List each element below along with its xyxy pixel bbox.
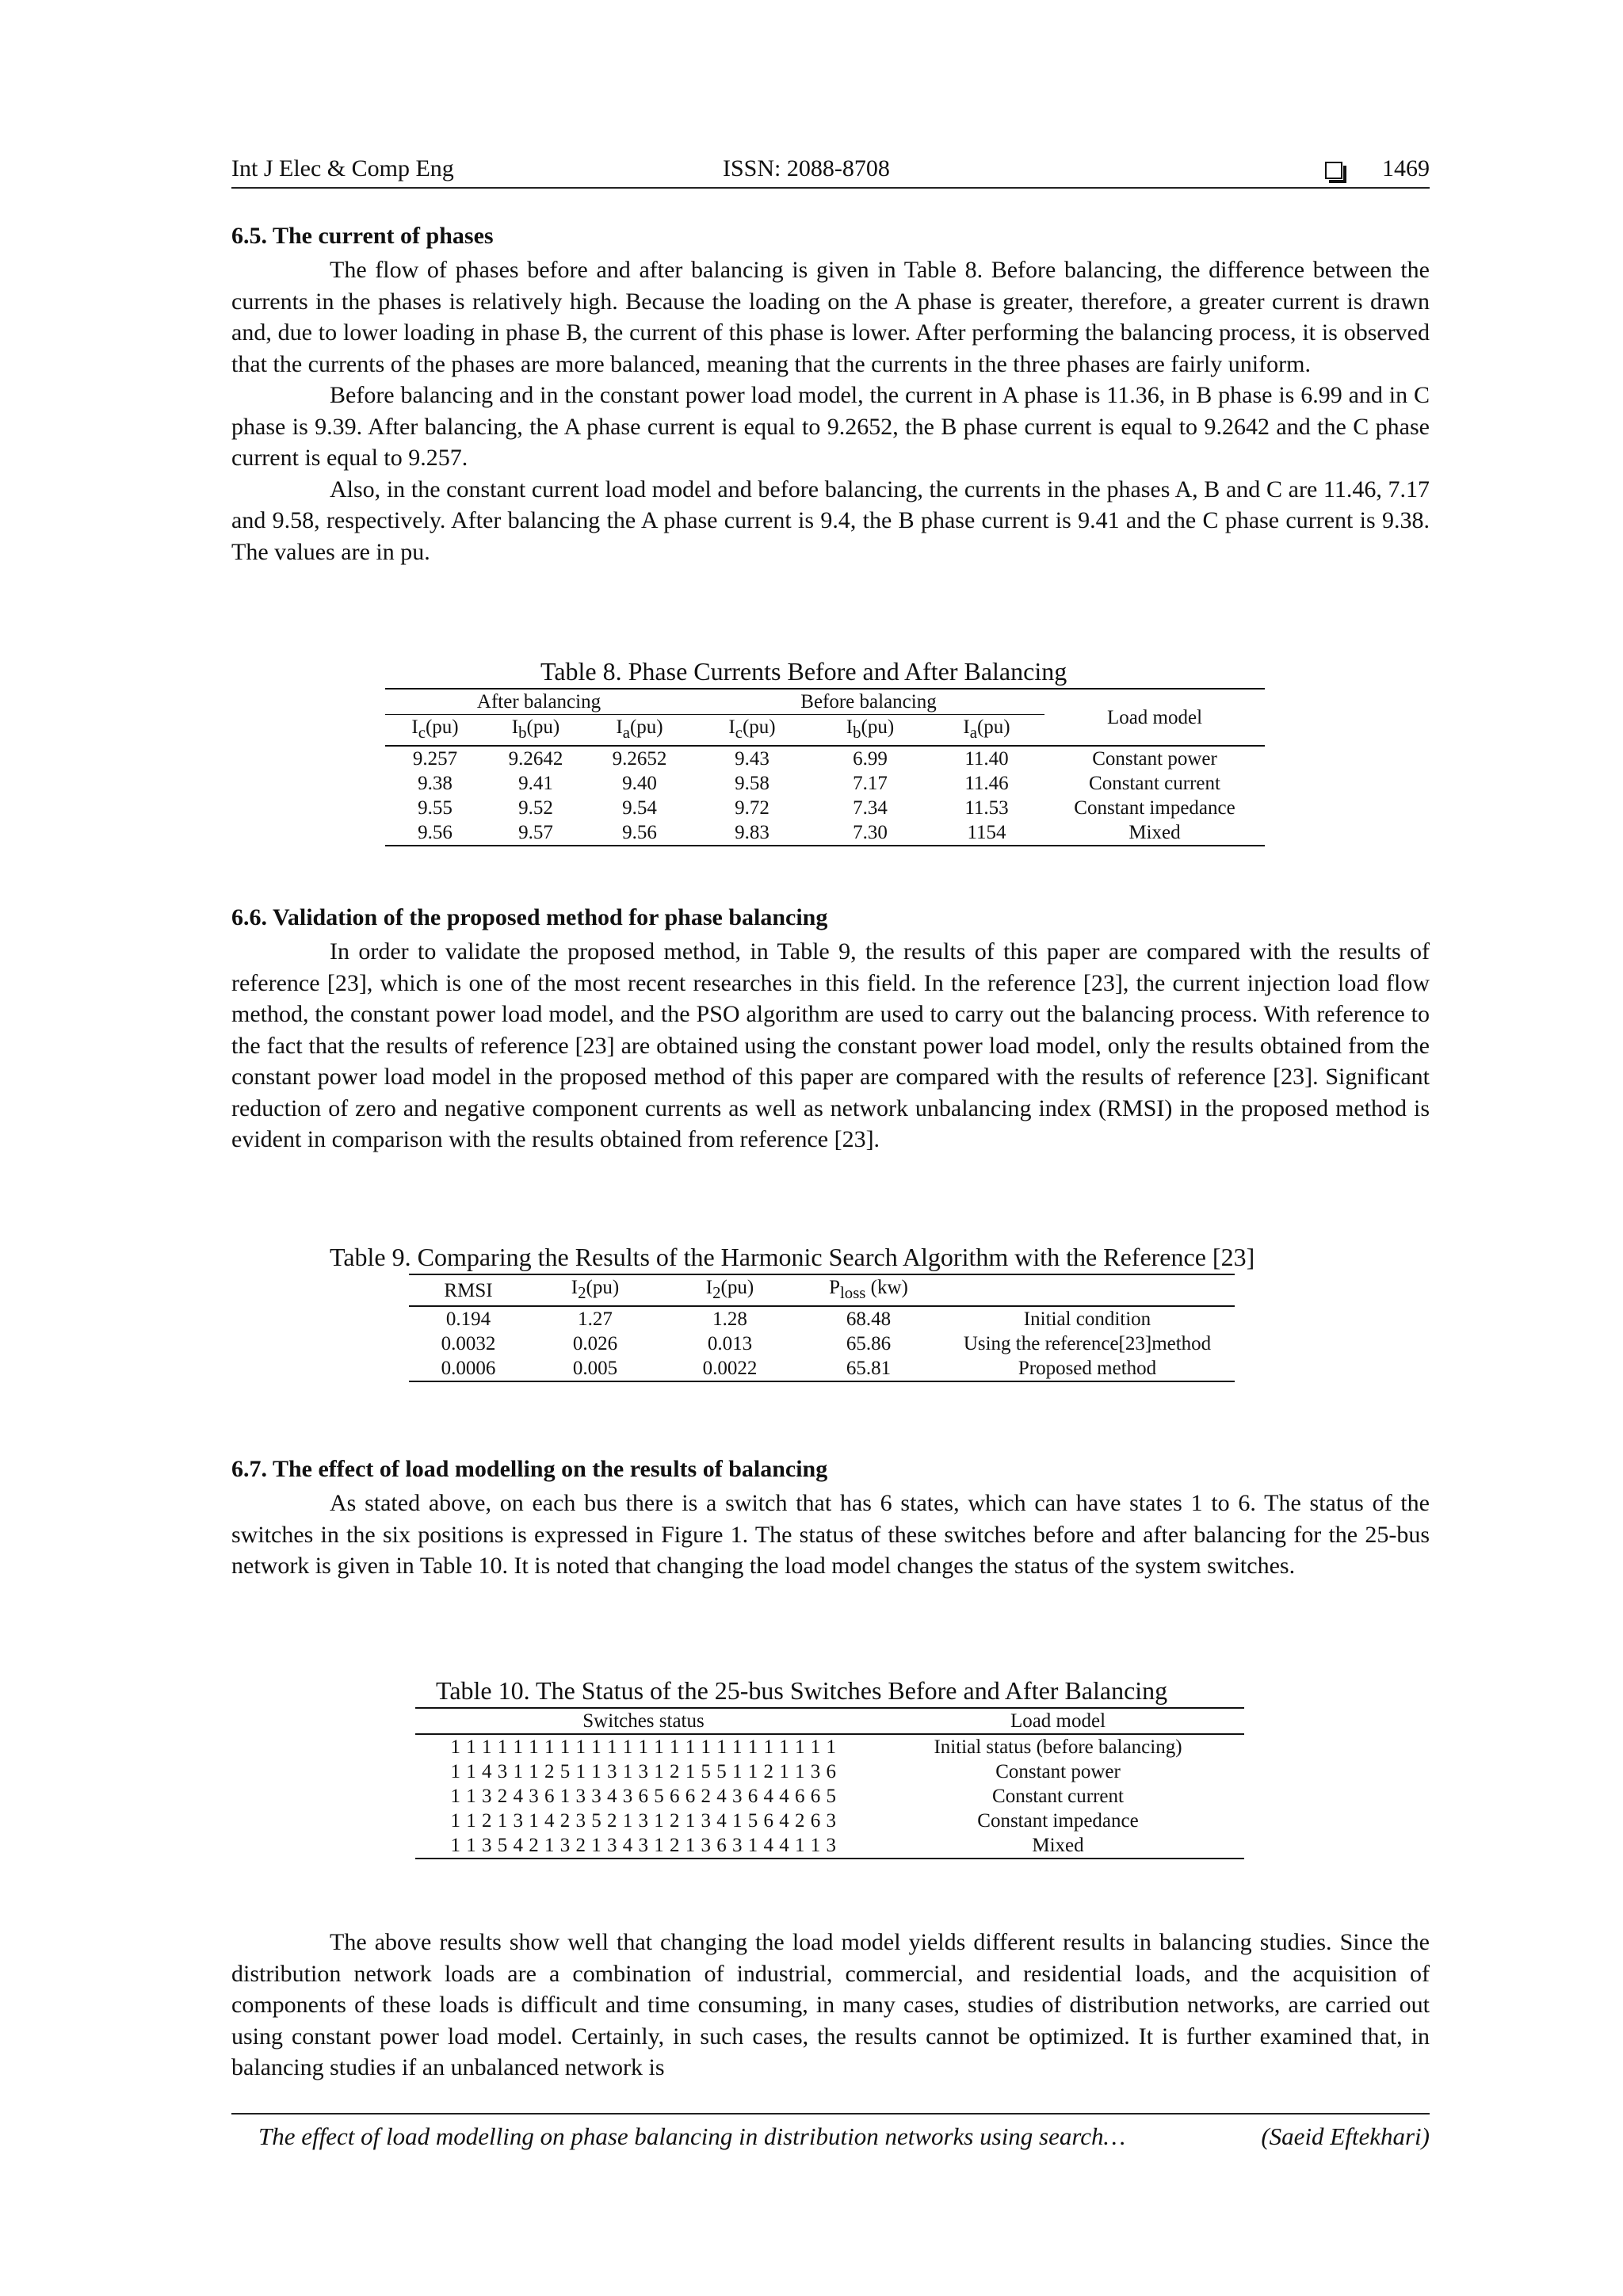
- table-9-caption: Table 9. Comparing the Results of the Harmonic Search Algorithm with the Reference [23]: [330, 1243, 1255, 1271]
- table-cell: Mixed: [872, 1833, 1244, 1859]
- table-row: [415, 1759, 1244, 1784]
- table-8-col-ib-after: $I_b(pu)$: [485, 715, 586, 747]
- footer-author: (Saeid Eftekhari): [1261, 2122, 1430, 2150]
- section-heading-6-7: 6.7. The effect of load modelling on the results of balancing: [231, 1456, 828, 1482]
- table-cell: Using the reference[23]method: [963, 1333, 1212, 1354]
- table-row: [385, 796, 1265, 820]
- table-row: [409, 1331, 1235, 1356]
- table-cell: Constant impedance: [1074, 797, 1235, 819]
- table-cell: Constant power: [995, 1761, 1121, 1782]
- table-8-group-before: Before balancing: [693, 689, 1044, 715]
- table-cell: 0.0022: [663, 1356, 797, 1381]
- table-cell: Constant current: [992, 1786, 1124, 1807]
- paragraph: Before balancing and in the constant power load model, the current in A phase is 11.36, in B phase is 6.99 and in C phase is 9.39. After balancing, the A phase current is equal to 9.2652, the B phase current is equal to 9.2642 and the C phase current is equal to 9.257.: [231, 382, 1430, 471]
- table-row: [385, 820, 1265, 846]
- section-heading-6-6: 6.6. Validation of the proposed method for phase balancing: [231, 904, 828, 930]
- table-10-caption: Table 10. The Status of the 25-bus Switches Before and After Balancing: [436, 1676, 1168, 1705]
- table-cell: Constant impedance: [977, 1810, 1139, 1832]
- table-row: [385, 771, 1265, 796]
- table-8-group-after: After balancing: [385, 689, 693, 715]
- table-row: [415, 1833, 1244, 1859]
- table-10-col-switches: Switches status: [415, 1708, 872, 1734]
- paragraph: The flow of phases before and after balancing is given in Table 8. Before balancing, the difference between the currents in the phases is relatively high. Because the loading on the A phase is greater, therefore, a greater current is drawn and, due to lower loading in phase B, the current of this phase is lower. After performing the balancing process, it is observed that the currents of the phases are more balanced, meaning that the currents in the three phases are fairly uniform.: [231, 257, 1430, 377]
- table-cell: 11.46: [964, 773, 1009, 794]
- table-cell: 6.99: [853, 748, 888, 770]
- table-8-col-ib-before: $I_b(pu)$: [812, 715, 929, 747]
- running-footer: [231, 2113, 1430, 2150]
- paragraph: The above results show well that changing the load model yields different results in balancing studies. Since the distribution network loads are a combination of industrial, commercial, and residential loads, and the acquisition of components of these loads is difficult and time consuming, in many cases, studies of distribution networks, are carried out using constant power load model. Certainly, in such cases, the results cannot be optimized. It is further examined that, in balancing studies if an unbalanced network is: [231, 1929, 1430, 2080]
- table-cell: 9.54: [622, 797, 657, 819]
- table-cell: 1.28: [712, 1308, 747, 1330]
- table-cell: 1 1 4 3 1 1 2 5 1 1 3 1 3 1 2 1 5 5 1 1 2 1 1 3 6: [450, 1761, 837, 1782]
- table-row: [415, 1809, 1244, 1833]
- page-number: 1469: [1382, 155, 1430, 181]
- table-8-caption: Table 8. Phase Currents Before and After Balancing: [540, 657, 1067, 686]
- table-cell: 9.40: [622, 773, 657, 794]
- table-cell: 9.58: [735, 773, 769, 794]
- table-9-col-i2-b: $I_2(pu)$: [663, 1274, 797, 1306]
- table-cell: Initial condition: [1023, 1308, 1151, 1330]
- table-cell: 65.81: [797, 1356, 940, 1381]
- closing-body: [231, 1927, 1430, 2084]
- table-cell: Proposed method: [940, 1356, 1235, 1381]
- table-cell: 9.56: [385, 820, 485, 846]
- table-cell: 9.72: [735, 797, 769, 819]
- section-heading-6-5: 6.5. The current of phases: [231, 223, 494, 249]
- table-cell: 9.55: [418, 797, 453, 819]
- paragraph: As stated above, on each bus there is a switch that has 6 states, which can have states 1 to 6. The status of the switches in the six positions is expressed in Figure 1. The status of these switches before and after balancing for the 25-bus network is given in Table 10. It is noted that changing the load model changes the status of the system switches.: [231, 1490, 1430, 1579]
- table-cell: 1 1 2 1 3 1 4 2 3 5 2 1 3 1 2 1 3 4 1 5 6 4 2 6 3: [450, 1810, 837, 1832]
- table-8-col-ia-after: $I_a(pu)$: [586, 715, 693, 747]
- table-cell: Constant current: [1089, 773, 1220, 794]
- table-cell: 0.005: [528, 1356, 663, 1381]
- table-cell: 65.86: [846, 1333, 892, 1354]
- table-cell: 9.257: [412, 748, 458, 770]
- table-9-col-method: [940, 1274, 1235, 1306]
- issn: ISSN: 2088-8708: [723, 155, 890, 181]
- table-cell: 9.43: [735, 748, 769, 770]
- table-cell: 1 1 1 1 1 1 1 1 1 1 1 1 1 1 1 1 1 1 1 1 1 1 1 1 1: [450, 1736, 837, 1758]
- table-cell: 7.30: [812, 820, 929, 846]
- table-row: [409, 1356, 1235, 1381]
- table-cell: 9.56: [586, 820, 693, 846]
- table-cell: Initial status (before balancing): [934, 1736, 1182, 1758]
- table-10-col-load-model: Load model: [872, 1708, 1244, 1734]
- running-header: [231, 155, 1430, 189]
- table-8-col-ia-before: $I_a(pu)$: [929, 715, 1044, 747]
- table-cell: 1154: [929, 820, 1044, 846]
- table-cell: 0.194: [445, 1308, 491, 1330]
- table-cell: 9.83: [693, 820, 812, 846]
- square-bullet-icon: [1325, 162, 1342, 179]
- table-9-col-i2-a: $I_2(pu)$: [528, 1274, 663, 1306]
- table-row: [385, 746, 1265, 771]
- footer-title: The effect of load modelling on phase balancing in distribution networks using search…: [258, 2122, 1126, 2150]
- table-9: [409, 1274, 1235, 1382]
- table-cell: 0.0006: [409, 1356, 528, 1381]
- table-8-col-load-model: Load model: [1044, 689, 1265, 746]
- table-cell: 68.48: [846, 1308, 892, 1330]
- table-cell: 9.38: [418, 773, 453, 794]
- paragraph: Also, in the constant current load model and before balancing, the currents in the phases A, B and C are 11.46, 7.17 and 9.58, respectively. After balancing the A phase current is 9.4, the B phase current is 9.41 and the C phase current is 9.38. The values are in pu.: [231, 476, 1430, 565]
- section-6-5-body: [231, 254, 1430, 567]
- table-cell: Mixed: [1044, 820, 1265, 846]
- table-cell: 0.0032: [441, 1333, 496, 1354]
- table-10: [415, 1707, 1244, 1859]
- table-9-col-ploss: $P_{loss}$ (kw): [797, 1274, 940, 1306]
- table-cell: 9.2642: [508, 748, 563, 770]
- table-cell: 0.013: [707, 1333, 753, 1354]
- table-9-col-rmsi: RMSI: [409, 1274, 528, 1306]
- table-cell: 1 1 3 5 4 2 1 3 2 1 3 4 3 1 2 1 3 6 3 1 4 4 1 1 3: [415, 1833, 872, 1859]
- section-6-7-body: [231, 1488, 1430, 1582]
- table-cell: 1.27: [578, 1308, 613, 1330]
- table-row: [409, 1306, 1235, 1331]
- journal-name: Int J Elec & Comp Eng: [231, 155, 454, 181]
- table-cell: 11.53: [964, 797, 1009, 819]
- table-8-col-ic-before: $I_c(pu)$: [693, 715, 812, 747]
- table-cell: Constant power: [1092, 748, 1217, 770]
- table-cell: 9.52: [518, 797, 553, 819]
- table-row: [415, 1784, 1244, 1809]
- table-cell: 1 1 3 2 4 3 6 1 3 3 4 3 6 5 6 6 2 4 3 6 4 4 6 6 5: [450, 1786, 837, 1807]
- table-8: [385, 688, 1265, 846]
- table-cell: 7.34: [853, 797, 888, 819]
- table-cell: 0.026: [572, 1333, 618, 1354]
- table-cell: 9.41: [518, 773, 553, 794]
- table-row: [415, 1734, 1244, 1759]
- table-cell: 7.17: [853, 773, 888, 794]
- table-8-col-ic-after: $I_c(pu)$: [385, 715, 485, 747]
- paragraph: In order to validate the proposed method, in Table 9, the results of this paper are compared with the results of reference [23], which is one of the most recent researches in this field. In the reference [23], the current injection load flow method, the constant power load model, and the PSO algorithm are used to carry out the balancing process. With reference to the fact that the results of reference [23] are obtained using the constant power load model, only the results obtained from the constant power load model in the proposed method of this paper are compared with the results of reference [23]. Significant reduction of zero and negative component currents as well as network unbalancing index (RMSI) in the proposed method is evident in comparison with the results obtained from reference [23].: [231, 938, 1430, 1152]
- table-cell: 11.40: [964, 748, 1009, 770]
- table-cell: 9.2652: [612, 748, 667, 770]
- section-6-6-body: [231, 936, 1430, 1156]
- table-cell: 9.57: [485, 820, 586, 846]
